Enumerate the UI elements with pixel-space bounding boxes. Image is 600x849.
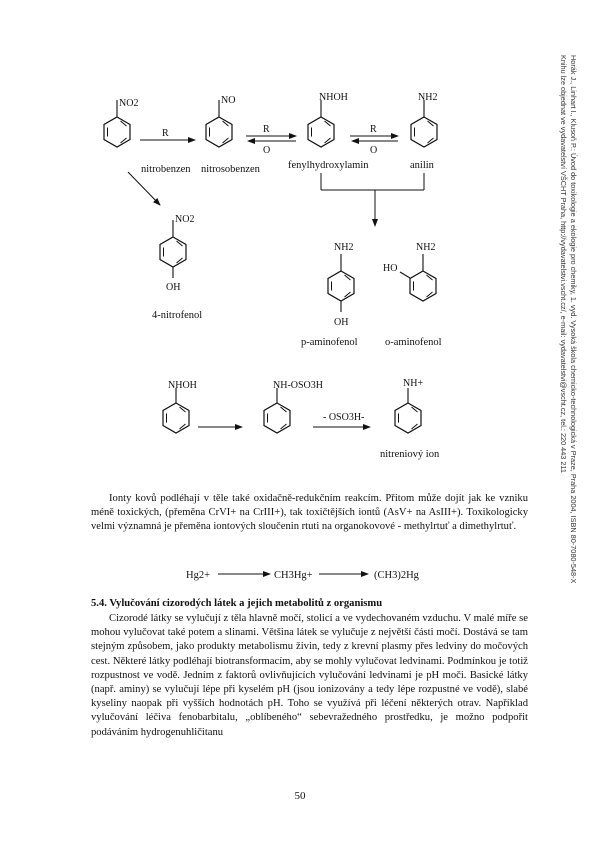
nitrosobenzene-label: nitrosobenzen	[201, 164, 260, 175]
citation-line-1: Horák J., Linhart I., Klusoň P.: Úvod do toxikologie a ekologie pro chemiky, 1. vyd. Vysoká škola chemicko-technologická v Praze, Praha 2004, ISBN 80-7080-548-X	[569, 55, 578, 584]
nitrenium-label: nitreniový ion	[380, 449, 440, 460]
p-aminophenol-structure	[301, 242, 358, 348]
phenylhydroxylamine-structure	[308, 92, 348, 147]
nitrenium-group: NH+	[403, 378, 424, 389]
nitrobenzene-label: nitrobenzen	[141, 164, 191, 175]
arrow-reagent: R	[162, 128, 169, 139]
nitrosobenzene-structure	[206, 95, 235, 147]
aniline-group: NH2	[418, 92, 438, 103]
arrow-reagent: R	[370, 124, 377, 135]
nitrobenzene-structure	[104, 98, 138, 147]
mercury-methylation-equation	[186, 563, 446, 585]
nitrobenzene-group: NO2	[119, 98, 139, 109]
phenylhydroxylamine-group: NHOH	[319, 92, 348, 103]
nitrophenol-top-group: NO2	[175, 214, 195, 225]
paragraph-metal-ions	[91, 492, 528, 535]
p-aminophenol-label: p-aminofenol	[301, 337, 358, 348]
p-aminophenol-bottom-group: OH	[334, 317, 349, 328]
citation-line-2: Knihu lze objednat ve vydavatelství VŠCHT Praha, http://vydavatelstvi.vscht.cz/, e-mail: vydavatelstvi@vscht.cz, tel.: 220 443 211	[559, 55, 568, 473]
equilibrium-hydroxylamine-to-aniline	[350, 124, 398, 156]
branch-arrow	[321, 173, 424, 226]
page-number: 50	[294, 790, 306, 802]
nitrophenol-label: 4-nitrofenol	[152, 310, 203, 321]
equilibrium-nitroso-to-hydroxylamine	[246, 124, 296, 156]
equation-term-1: Hg2+	[186, 570, 211, 581]
phenylhydroxylamine-label: fenylhydroxylamin	[288, 160, 369, 171]
arrow-reagent: O	[370, 145, 378, 156]
p-aminophenol-top-group: NH2	[334, 242, 354, 253]
arrow-to-nitrophenol	[128, 172, 160, 205]
arrow-reagent: R	[263, 124, 270, 135]
sulfate-ester-group: NH-OSO3H	[273, 380, 323, 391]
paragraph-text: Cizorodé látky se vylučují z těla hlavně močí, stolicí a ve vydechovaném vzduchu. V malé míře se mohou vylučovat také potem a slinami. Většina látek se vylučuje z největší části močí. Dostává se tam stejným způsobem, jako produkty metabolismu živin, tedy z krevní plasmy přes ledviny do močových cest. Některé látky podléhají biotransformacím, aby se mohly vylučovat ledvinami. Podmínkou je totiž rozpustnost ve vodě. Jedním z faktorů ovlivňujících vylučování ledvinami je pH moči. Basické látky (např. aminy) se vylučují lépe při kyselém pH (jsou ionizovány a tedy lépe rozpustné ve vodě), slabé kyseliny naopak při vyšších hodnotách pH. Toho se využívá při léčení některých otrav. Například vylučování léčiva fenobarbitalu, „oblíbeného“ sebevražedného prostředku, je možno podpořit podáváním hydrogenuhličitanu	[91, 613, 528, 738]
arrow-nitro-to-nitroso	[140, 128, 195, 140]
aniline-label: anilin	[410, 160, 434, 171]
nitrophenol-bottom-group: OH	[166, 282, 181, 293]
arrow-reagent: O	[263, 145, 271, 156]
o-aminophenol-label: o-aminofenol	[385, 337, 442, 348]
section-heading: 5.4. Vylučování cizorodých látek a jejich metabolitů z organismu	[91, 598, 383, 609]
paragraph-text: Ionty kovů podléhají v těle také oxidačně-redukčním reakcím. Přitom může dojít jak ke vzniku méně toxických, (přeměna CrVI+ na CrIII+), tak toxičtějších iontů (AsV+ na AsIII+). Toxikologicky velmi významná je přeměna iontových sloučenin rtuti na organokovové - methylrtuť a dimethylrtuť.	[91, 493, 528, 533]
hydroxylamine-group: NHOH	[168, 380, 197, 391]
o-aminophenol-oh-group: HO	[383, 263, 398, 274]
equation-term-3: (CH3)2Hg	[374, 570, 419, 581]
aniline-structure	[411, 92, 437, 147]
o-aminophenol-structure	[383, 242, 442, 348]
sidebar-citation	[544, 55, 578, 800]
nitrophenol-structure	[152, 214, 202, 321]
paragraph-excretion	[91, 612, 528, 740]
o-aminophenol-nh2-group: NH2	[416, 242, 436, 253]
equation-term-2: CH3Hg+	[274, 570, 313, 581]
arrow-label: - OSO3H-	[323, 412, 365, 423]
nitrenium-scheme	[163, 378, 440, 460]
nitrosobenzene-group: NO	[221, 95, 236, 106]
